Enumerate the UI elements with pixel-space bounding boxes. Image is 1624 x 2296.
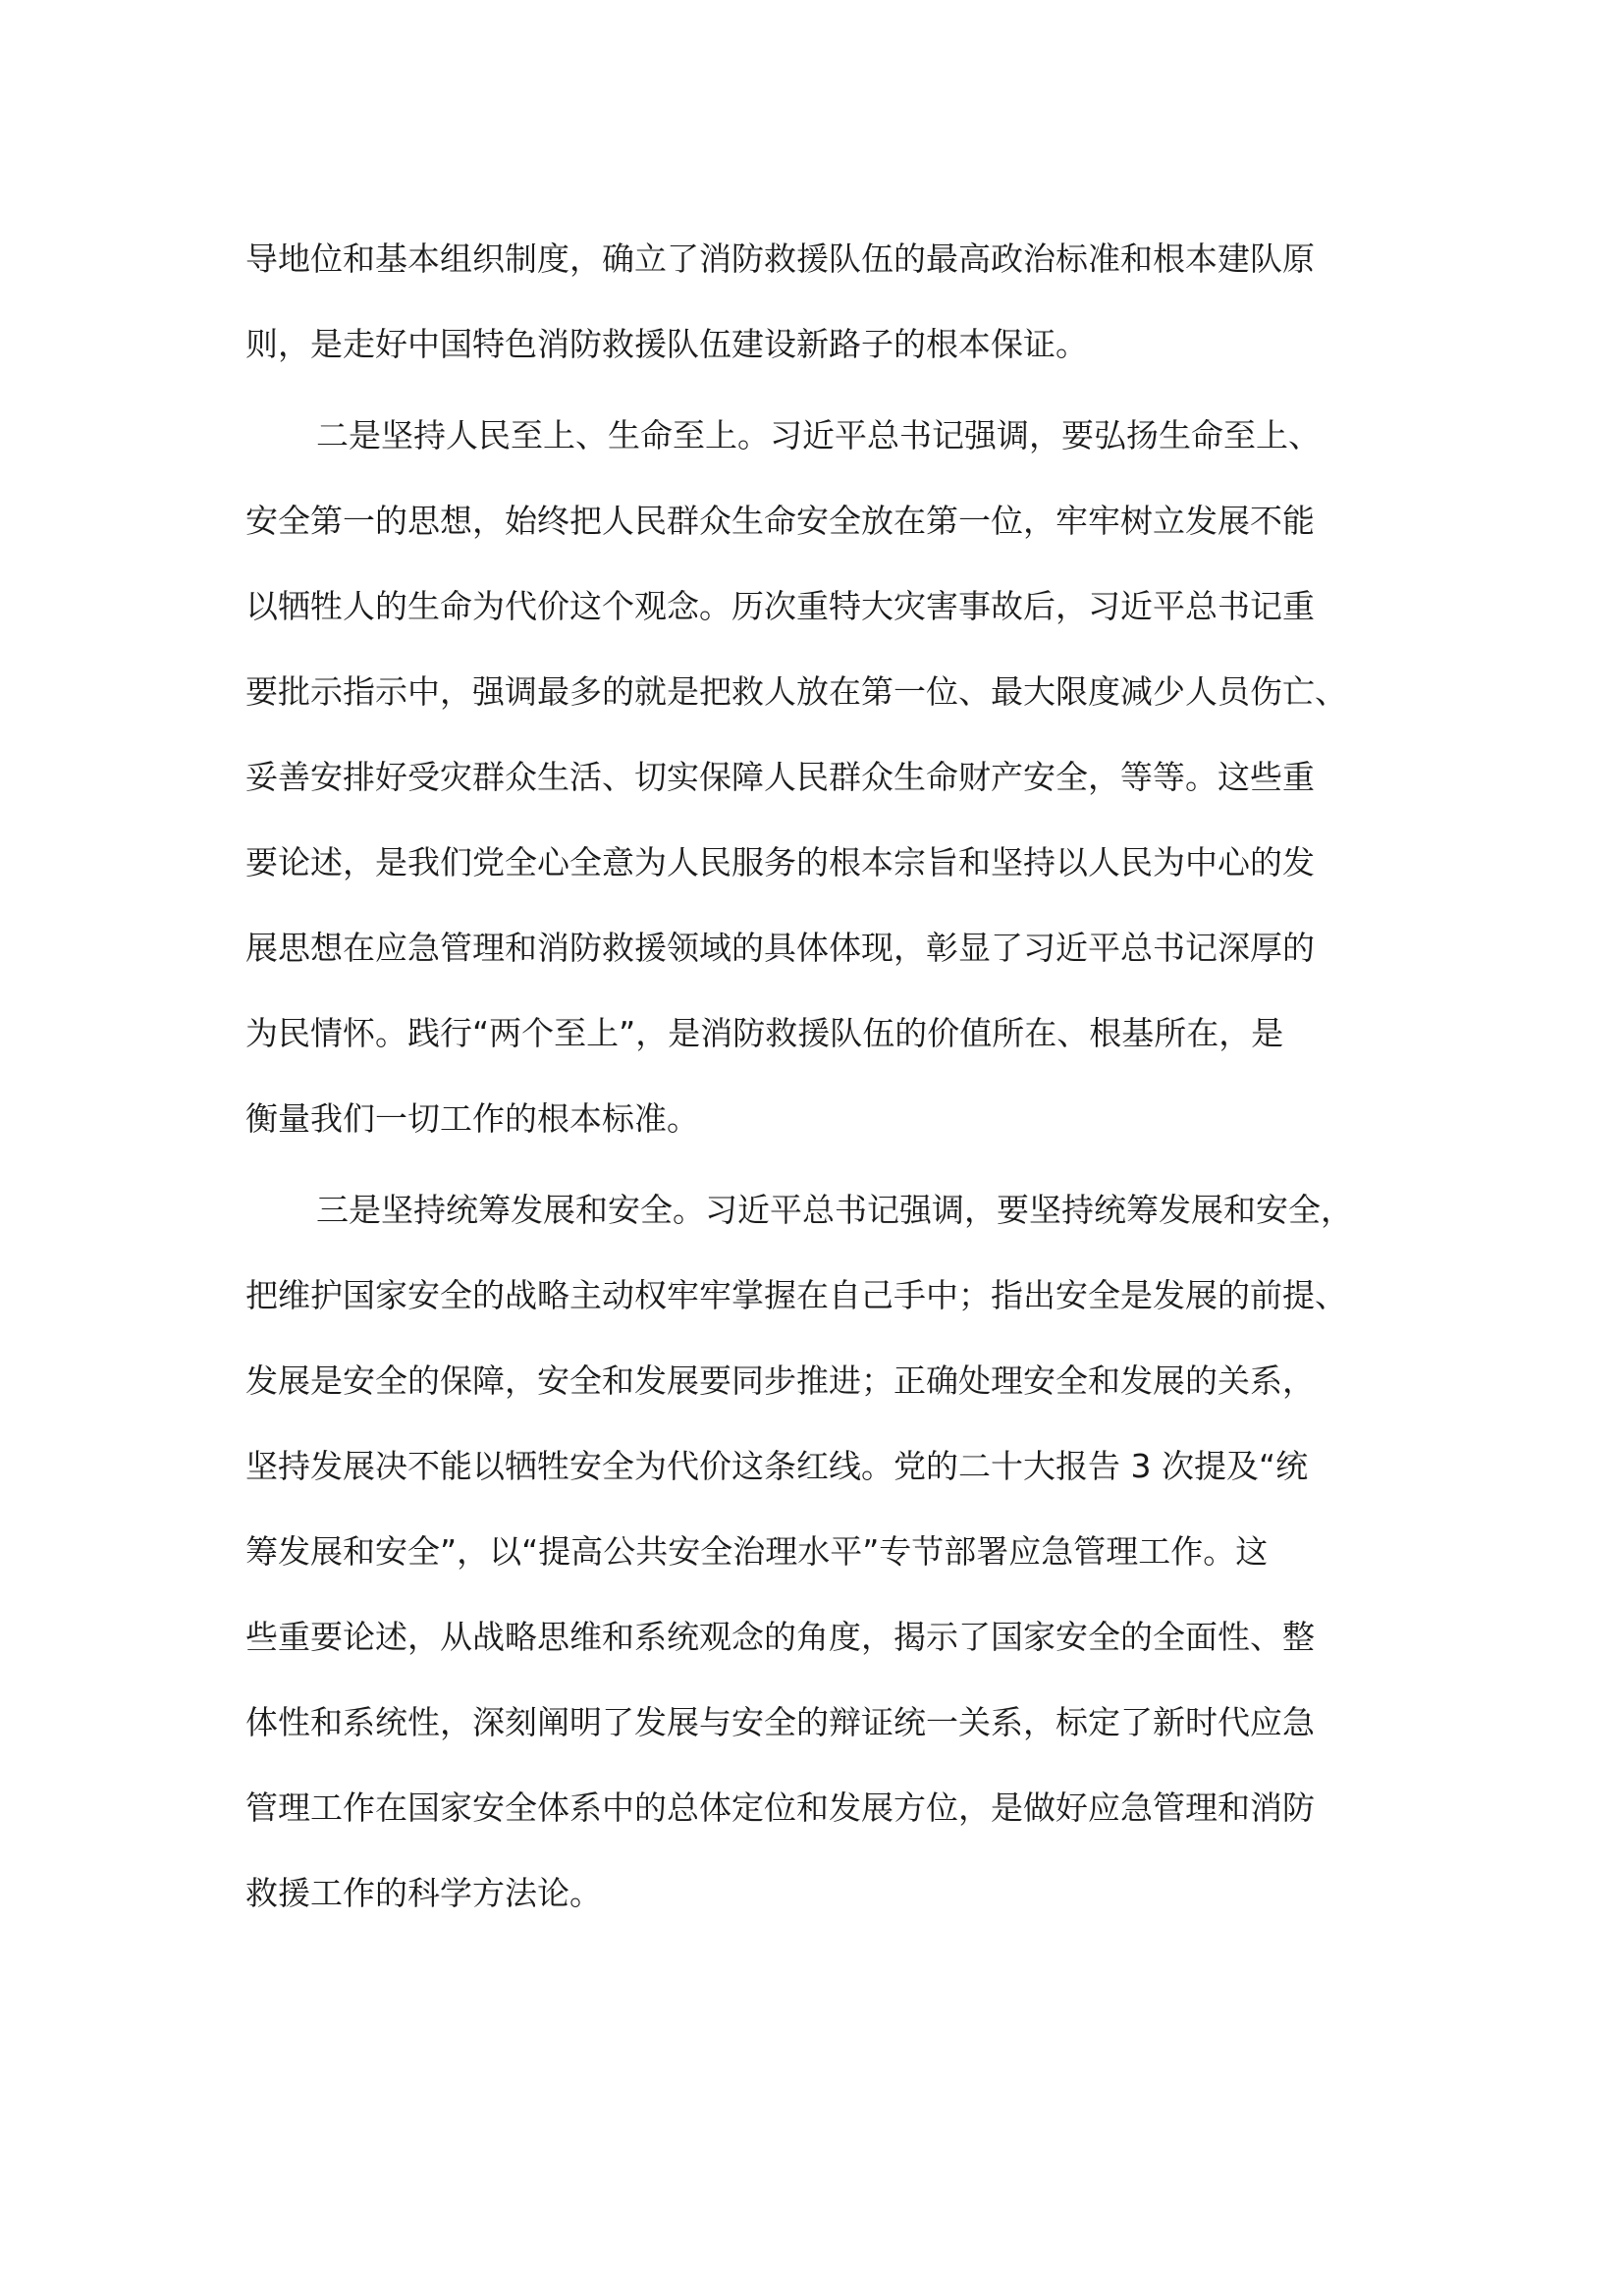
document-body	[245, 228, 1384, 1948]
text-line: 些重要论述，从战略思维和系统观念的角度，揭示了国家安全的全面性、整	[245, 1618, 1315, 1656]
text-line: 三是坚持统筹发展和安全。习近平总书记强调，要坚持统筹发展和安全，	[316, 1191, 1353, 1229]
text-line: 发展是安全的保障，安全和发展要同步推进；正确处理安全和发展的关系，	[245, 1362, 1315, 1400]
text-line: 为民情怀。践行“两个至上”，是消防救援队伍的价值所在、根基所在，是	[245, 1014, 1284, 1052]
text-line: 以牺牲人的生命为代价这个观念。历次重特大灾害事故后，习近平总书记重	[245, 587, 1315, 625]
text-line: 安全第一的思想，始终把人民群众生命安全放在第一位，牢牢树立发展不能	[245, 502, 1315, 540]
paragraph-people-first	[245, 404, 1384, 1173]
text-line: 要论述，是我们党全心全意为人民服务的根本宗旨和坚持以人民为中心的发	[245, 843, 1315, 881]
text-line: 筹发展和安全”，以“提高公共安全治理水平”专节部署应急管理工作。这	[245, 1532, 1269, 1571]
text-line: 救援工作的科学方法论。	[245, 1874, 602, 1912]
text-line: 展思想在应急管理和消防救援领域的具体体现，彰显了习近平总书记深厚的	[245, 929, 1315, 967]
text-line: 导地位和基本组织制度，确立了消防救援队伍的最高政治标准和根本建队原	[245, 240, 1315, 278]
text-line: 要批示指示中，强调最多的就是把救人放在第一位、最大限度减少人员伤亡、	[245, 672, 1347, 711]
paragraph-development-security	[245, 1179, 1384, 1948]
text-line: 妥善安排好受灾群众生活、切实保障人民群众生命财产安全，等等。这些重	[245, 758, 1315, 796]
text-line: 体性和系统性，深刻阐明了发展与安全的辩证统一关系，标定了新时代应急	[245, 1703, 1315, 1741]
text-line: 把维护国家安全的战略主动权牢牢掌握在自己手中；指出安全是发展的前提、	[245, 1276, 1347, 1314]
text-line: 衡量我们一切工作的根本标准。	[245, 1099, 699, 1138]
text-line: 则，是走好中国特色消防救援队伍建设新路子的根本保证。	[245, 325, 1088, 363]
paragraph-continuation	[245, 228, 1384, 399]
text-line: 二是坚持人民至上、生命至上。习近平总书记强调，要弘扬生命至上、	[316, 416, 1321, 454]
text-line: 管理工作在国家安全体系中的总体定位和发展方位，是做好应急管理和消防	[245, 1789, 1315, 1827]
text-line: 坚持发展决不能以牺牲安全为代价这条红线。党的二十大报告 3 次提及“统	[245, 1447, 1309, 1485]
